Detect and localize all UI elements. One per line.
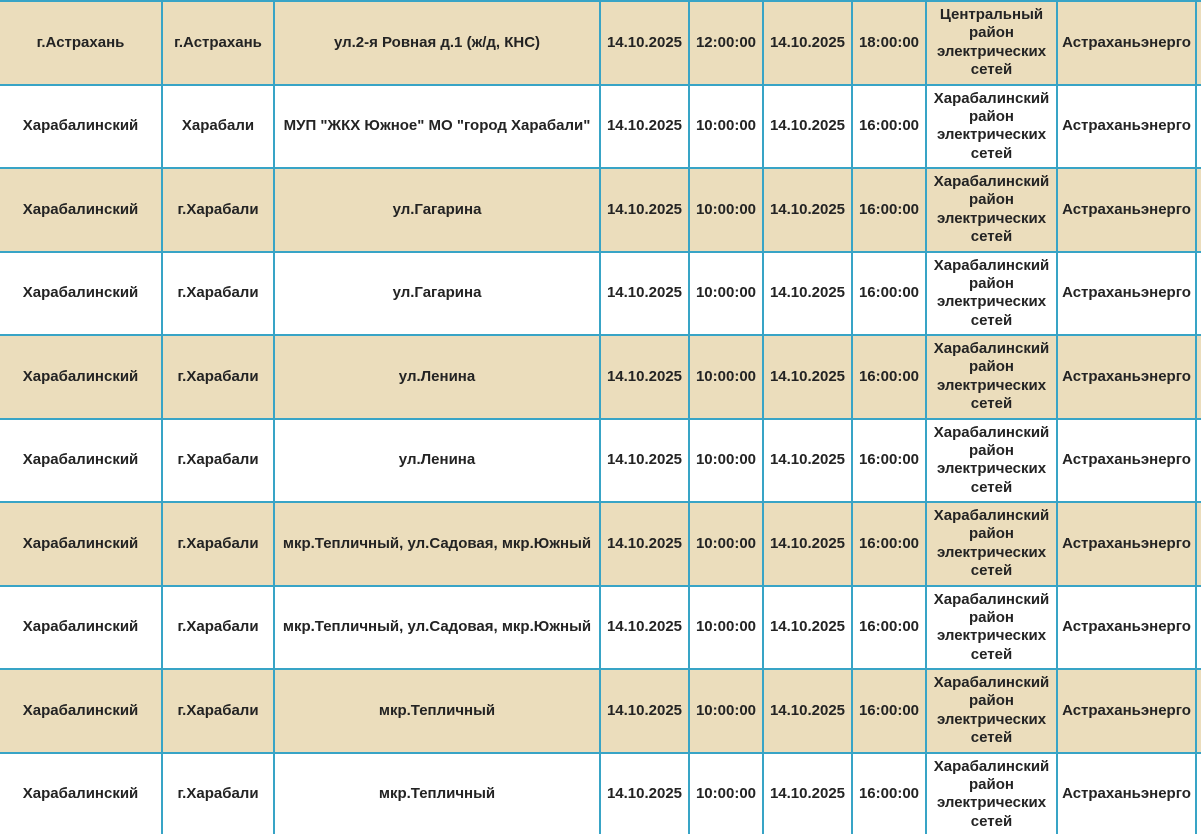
- cell-date-start: 14.10.2025: [600, 335, 689, 419]
- cell-time-start: 10:00:00: [689, 85, 763, 169]
- cell-city: Харабали: [162, 85, 274, 169]
- clipped-next-column: [1196, 502, 1201, 586]
- cell-city: г.Харабали: [162, 335, 274, 419]
- cell-time-start: 10:00:00: [689, 669, 763, 753]
- cell-date-end: 14.10.2025: [763, 335, 852, 419]
- cell-date-end: 14.10.2025: [763, 669, 852, 753]
- cell-address: мкр.Тепличный: [274, 669, 600, 753]
- cell-address: ул.2-я Ровная д.1 (ж/д, КНС): [274, 1, 600, 85]
- cell-date-start: 14.10.2025: [600, 419, 689, 503]
- cell-address: мкр.Тепличный, ул.Садовая, мкр.Южный: [274, 502, 600, 586]
- cell-city: г.Харабали: [162, 502, 274, 586]
- cell-date-start: 14.10.2025: [600, 252, 689, 336]
- cell-address: ул.Ленина: [274, 419, 600, 503]
- table-row: [0, 753, 1201, 834]
- cell-address: мкр.Тепличный: [274, 753, 600, 834]
- clipped-next-column: [1196, 419, 1201, 503]
- cell-network: Харабалинский район электрических сетей: [926, 502, 1057, 586]
- cell-time-end: 16:00:00: [852, 502, 926, 586]
- cell-time-end: 16:00:00: [852, 669, 926, 753]
- clipped-next-column: [1196, 168, 1201, 252]
- cell-date-start: 14.10.2025: [600, 168, 689, 252]
- cell-district: г.Астрахань: [0, 1, 162, 85]
- table-body: [0, 1, 1201, 834]
- cell-company: Астраханьэнерго: [1057, 502, 1196, 586]
- cell-time-end: 16:00:00: [852, 753, 926, 834]
- cell-company: Астраханьэнерго: [1057, 252, 1196, 336]
- table-row: [0, 586, 1201, 670]
- cell-date-start: 14.10.2025: [600, 753, 689, 834]
- cell-date-end: 14.10.2025: [763, 252, 852, 336]
- cell-network: Центральный район электрических сетей: [926, 1, 1057, 85]
- cell-time-start: 10:00:00: [689, 753, 763, 834]
- cell-time-start: 10:00:00: [689, 335, 763, 419]
- clipped-next-column: [1196, 335, 1201, 419]
- cell-company: Астраханьэнерго: [1057, 1, 1196, 85]
- cell-district: Харабалинский: [0, 335, 162, 419]
- cell-company: Астраханьэнерго: [1057, 419, 1196, 503]
- clipped-next-column: [1196, 669, 1201, 753]
- cell-company: Астраханьэнерго: [1057, 168, 1196, 252]
- cell-address: ул.Гагарина: [274, 168, 600, 252]
- clipped-next-column: [1196, 753, 1201, 834]
- cell-network: Харабалинский район электрических сетей: [926, 252, 1057, 336]
- cell-city: г.Харабали: [162, 168, 274, 252]
- cell-network: Харабалинский район электрических сетей: [926, 419, 1057, 503]
- cell-address: ул.Гагарина: [274, 252, 600, 336]
- clipped-next-column: [1196, 1, 1201, 85]
- cell-district: Харабалинский: [0, 85, 162, 169]
- cell-date-start: 14.10.2025: [600, 669, 689, 753]
- cell-address: ул.Ленина: [274, 335, 600, 419]
- cell-city: г.Харабали: [162, 252, 274, 336]
- cell-district: Харабалинский: [0, 252, 162, 336]
- cell-date-end: 14.10.2025: [763, 586, 852, 670]
- cell-date-start: 14.10.2025: [600, 85, 689, 169]
- cell-date-end: 14.10.2025: [763, 168, 852, 252]
- cell-network: Харабалинский район электрических сетей: [926, 85, 1057, 169]
- cell-district: Харабалинский: [0, 586, 162, 670]
- cell-network: Харабалинский район электрических сетей: [926, 168, 1057, 252]
- cell-date-end: 14.10.2025: [763, 85, 852, 169]
- cell-district: Харабалинский: [0, 669, 162, 753]
- cell-district: Харабалинский: [0, 168, 162, 252]
- table-row: [0, 85, 1201, 169]
- table-row: [0, 419, 1201, 503]
- table-row: [0, 168, 1201, 252]
- cell-company: Астраханьэнерго: [1057, 85, 1196, 169]
- cell-network: Харабалинский район электрических сетей: [926, 586, 1057, 670]
- cell-city: г.Астрахань: [162, 1, 274, 85]
- cell-time-end: 16:00:00: [852, 586, 926, 670]
- cell-address: МУП "ЖКХ Южное" МО "город Харабали": [274, 85, 600, 169]
- cell-district: Харабалинский: [0, 419, 162, 503]
- cell-company: Астраханьэнерго: [1057, 753, 1196, 834]
- cell-date-start: 14.10.2025: [600, 586, 689, 670]
- cell-city: г.Харабали: [162, 586, 274, 670]
- cell-time-start: 10:00:00: [689, 502, 763, 586]
- cell-date-end: 14.10.2025: [763, 502, 852, 586]
- clipped-next-column: [1196, 252, 1201, 336]
- cell-district: Харабалинский: [0, 502, 162, 586]
- cell-network: Харабалинский район электрических сетей: [926, 753, 1057, 834]
- cell-district: Харабалинский: [0, 753, 162, 834]
- cell-time-start: 10:00:00: [689, 586, 763, 670]
- cell-time-start: 12:00:00: [689, 1, 763, 85]
- cell-city: г.Харабали: [162, 669, 274, 753]
- cell-time-end: 16:00:00: [852, 419, 926, 503]
- cell-address: мкр.Тепличный, ул.Садовая, мкр.Южный: [274, 586, 600, 670]
- cell-time-start: 10:00:00: [689, 252, 763, 336]
- clipped-next-column: [1196, 85, 1201, 169]
- cell-time-start: 10:00:00: [689, 419, 763, 503]
- cell-company: Астраханьэнерго: [1057, 669, 1196, 753]
- table-row: [0, 335, 1201, 419]
- cell-time-end: 16:00:00: [852, 85, 926, 169]
- cell-time-end: 16:00:00: [852, 168, 926, 252]
- cell-network: Харабалинский район электрических сетей: [926, 669, 1057, 753]
- cell-company: Астраханьэнерго: [1057, 335, 1196, 419]
- cell-city: г.Харабали: [162, 419, 274, 503]
- clipped-next-column: [1196, 586, 1201, 670]
- cell-date-end: 14.10.2025: [763, 753, 852, 834]
- cell-date-start: 14.10.2025: [600, 502, 689, 586]
- table-row: [0, 252, 1201, 336]
- cell-time-start: 10:00:00: [689, 168, 763, 252]
- cell-time-end: 18:00:00: [852, 1, 926, 85]
- cell-network: Харабалинский район электрических сетей: [926, 335, 1057, 419]
- table-row: [0, 1, 1201, 85]
- cell-date-end: 14.10.2025: [763, 1, 852, 85]
- cell-company: Астраханьэнерго: [1057, 586, 1196, 670]
- cell-date-start: 14.10.2025: [600, 1, 689, 85]
- table-row: [0, 502, 1201, 586]
- cell-time-end: 16:00:00: [852, 335, 926, 419]
- cell-date-end: 14.10.2025: [763, 419, 852, 503]
- cell-time-end: 16:00:00: [852, 252, 926, 336]
- table-row: [0, 669, 1201, 753]
- cell-city: г.Харабали: [162, 753, 274, 834]
